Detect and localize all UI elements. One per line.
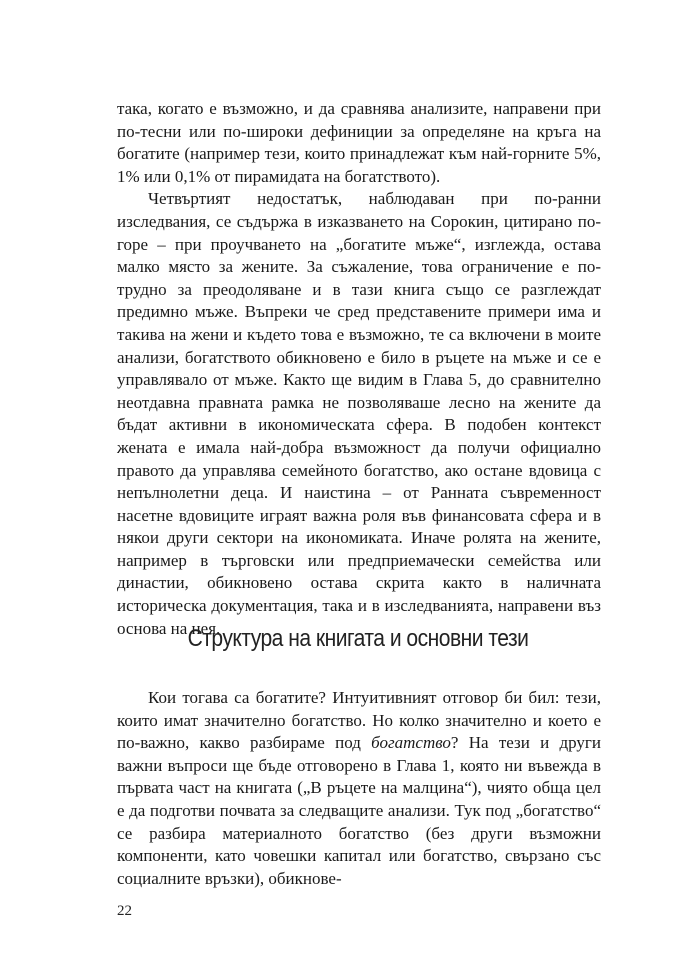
- section-heading: Структура на книгата и основни тези: [187, 625, 529, 652]
- paragraph-who-are-the-rich: [117, 687, 601, 890]
- page-number: 22: [117, 903, 132, 919]
- paragraph-fourth-shortcoming: Четвъртият недостатък, наблюдаван при по-ранни изследвания, се съдържа в изказването на Сорокин, цитирано по-горе – при проучването на „богатите мъже“, изглежда, остава малко място за жените. За съжаление, това ограничение е по-трудно за преодоляване и в тази книга също се разглеждат предимно мъже. Въпреки че сред представените примери има и такива на жени и където това е възможно, те са включени в моите анализи, богатството обикновено е било в ръцете на мъже и се е управлявало от мъже. Както ще видим в Глава 5, до сравнително неотдавна правната рамка не позволяваше лесно на жените да бъдат активни в икономическата сфера. В подобен контекст жената е имала най-добра възможност да получи официално правото да управлява семейното богатство, ако остане вдовица с непълнолетни деца. И наистина – от Ранната съвременност насетне вдовиците играят важна роля във финансовата сфера и в някои други сектори на икономиката. Иначе ролята на жените, например в търговски или предприемачески семейства или династии, обикновено остава скрита както в наличната историческа документация, така и в изследванията, направени въз основа на нея.: [117, 189, 601, 638]
- paragraph-text-part2: ? На тези и други важни въпроси ще бъде отговорено в Глава 1, която ни въвежда в първата част на книгата („В ръцете на малцина“), чиято обща цел е да подготви почвата за следващите анализи. Тук под „богатство“ се разбира материалното богатство (без други възможни компоненти, като човешки капитал или богатство, свързано със социалните връзки), обикнове-: [117, 733, 601, 888]
- paragraph-text-part1: Кои тогава са богатите? Интуитивният отговор би бил: тези, които имат значително богатство. Но колко значително и което е по-важно, какво разбираме под: [117, 688, 601, 753]
- paragraph-continuation: така, когато е възможно, и да сравнява анализите, направени при по-тесни или по-широки дефиниции за определяне на кръга на богатите (например тези, които принадлежат към най-горните 5%, 1% или 0,1% от пирамидата на богатството).: [117, 99, 601, 186]
- body-text-top: [117, 98, 601, 640]
- emphasis-wealth: богатство: [371, 733, 451, 753]
- body-text-bottom: [117, 687, 601, 890]
